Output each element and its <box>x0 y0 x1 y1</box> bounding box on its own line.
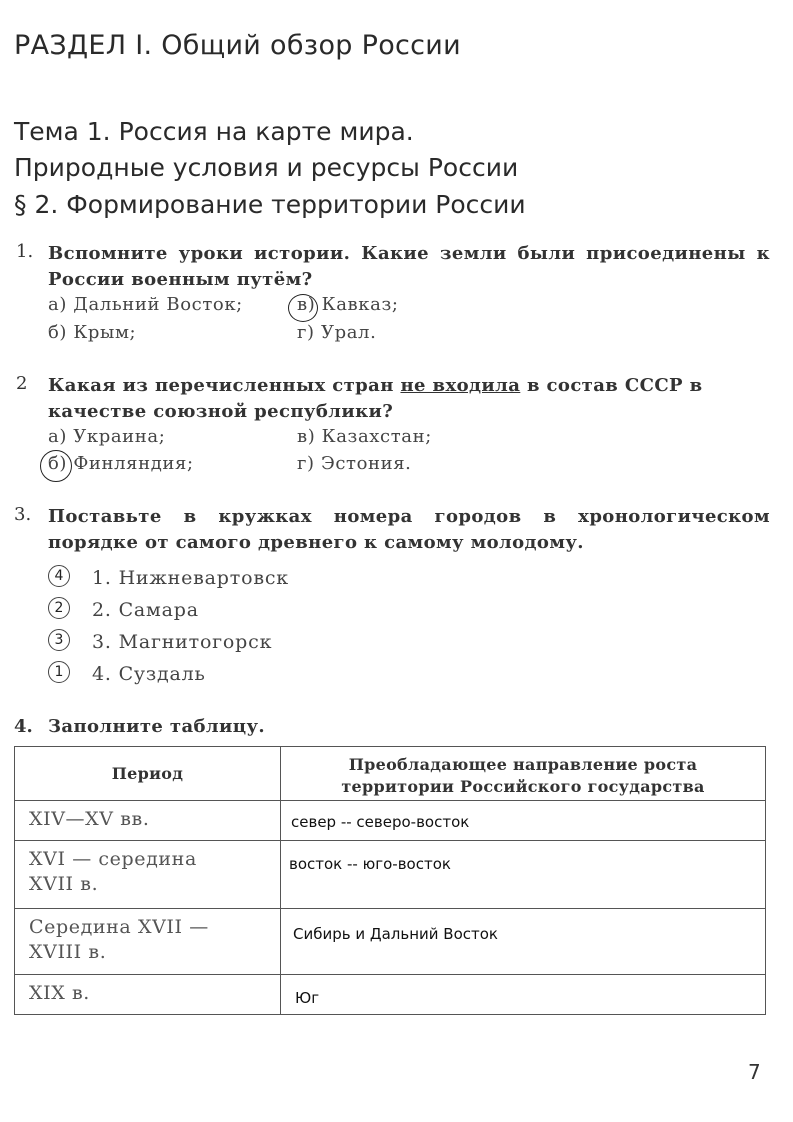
question-2-option-g[interactable]: г) Эстония. <box>297 453 412 474</box>
page-number: 7 <box>748 1060 761 1084</box>
question-2-text-before: Какая из перечисленных стран <box>48 375 401 396</box>
question-2-text-underlined: не входила <box>400 375 521 396</box>
question-1-option-g[interactable]: г) Урал. <box>297 322 377 343</box>
city-label-4: 4. Суздаль <box>92 663 206 685</box>
city-order-circle-4[interactable]: 1 <box>48 661 70 683</box>
table-header-row <box>15 747 766 801</box>
table-row <box>15 841 766 909</box>
row-4-period: XIX в. <box>15 975 281 1015</box>
header-direction: Преобладающее направление роста территории Российского государства <box>281 747 766 801</box>
city-label-2: 2. Самара <box>92 599 199 621</box>
row-2-period-text: XVI — середина XVII в. <box>29 848 197 895</box>
row-3-period <box>15 909 281 975</box>
history-table <box>14 746 766 1015</box>
row-2-direction[interactable]: восток -- юго-восток <box>281 841 766 909</box>
question-2-text-after: в состав СССР в качестве союзной республики? <box>48 375 703 422</box>
city-order-circle-1[interactable]: 4 <box>48 565 70 587</box>
table-row <box>15 909 766 975</box>
question-2-number: 2 <box>16 373 28 394</box>
header-period: Период <box>15 747 281 801</box>
answer-circle-question-1 <box>288 294 318 322</box>
city-order-circle-3[interactable]: 3 <box>48 629 70 651</box>
question-2-text <box>48 373 770 425</box>
row-1-period: XIV—XV вв. <box>15 801 281 841</box>
row-4-direction[interactable]: Юг <box>281 975 766 1015</box>
city-order-circle-2[interactable]: 2 <box>48 597 70 619</box>
question-3-number: 3. <box>14 504 32 525</box>
question-1-option-v[interactable]: в) Кавказ; <box>297 294 399 315</box>
row-1-direction[interactable]: север -- северо-восток <box>281 801 766 841</box>
city-label-1: 1. Нижневартовск <box>92 567 289 589</box>
question-2-option-b[interactable]: б) Финляндия; <box>48 453 194 474</box>
table-row <box>15 975 766 1015</box>
question-1-number: 1. <box>16 241 34 262</box>
question-4-number: 4. <box>14 716 33 737</box>
question-4-text: Заполните таблицу. <box>48 716 266 737</box>
topic-line-1: Тема 1. Россия на карте мира. <box>14 117 414 146</box>
question-3-text: Поставьте в кружках номера городов в хронологическом порядке от самого древнего к самому молодому. <box>48 506 770 553</box>
answer-circle-question-2 <box>40 450 72 482</box>
row-2-period <box>15 841 281 909</box>
row-3-period-text: Середина XVII — XVIII в. <box>29 916 209 963</box>
question-1-option-b[interactable]: б) Крым; <box>48 322 137 343</box>
question-2-option-a[interactable]: а) Украина; <box>48 426 166 447</box>
topic-line-2: Природные условия и ресурсы России <box>14 153 519 182</box>
section-title: РАЗДЕЛ I. Общий обзор России <box>14 30 461 61</box>
question-1-text: Вспомните уроки истории. Какие земли были присоединены к России военным путём? <box>48 243 770 290</box>
paragraph-title: § 2. Формирование территории России <box>14 190 526 219</box>
question-2-option-v[interactable]: в) Казахстан; <box>297 426 432 447</box>
table-row <box>15 801 766 841</box>
city-label-3: 3. Магнитогорск <box>92 631 273 653</box>
topic-title <box>14 114 518 186</box>
question-1-option-a[interactable]: а) Дальний Восток; <box>48 294 243 315</box>
row-3-direction[interactable]: Сибирь и Дальний Восток <box>281 909 766 975</box>
